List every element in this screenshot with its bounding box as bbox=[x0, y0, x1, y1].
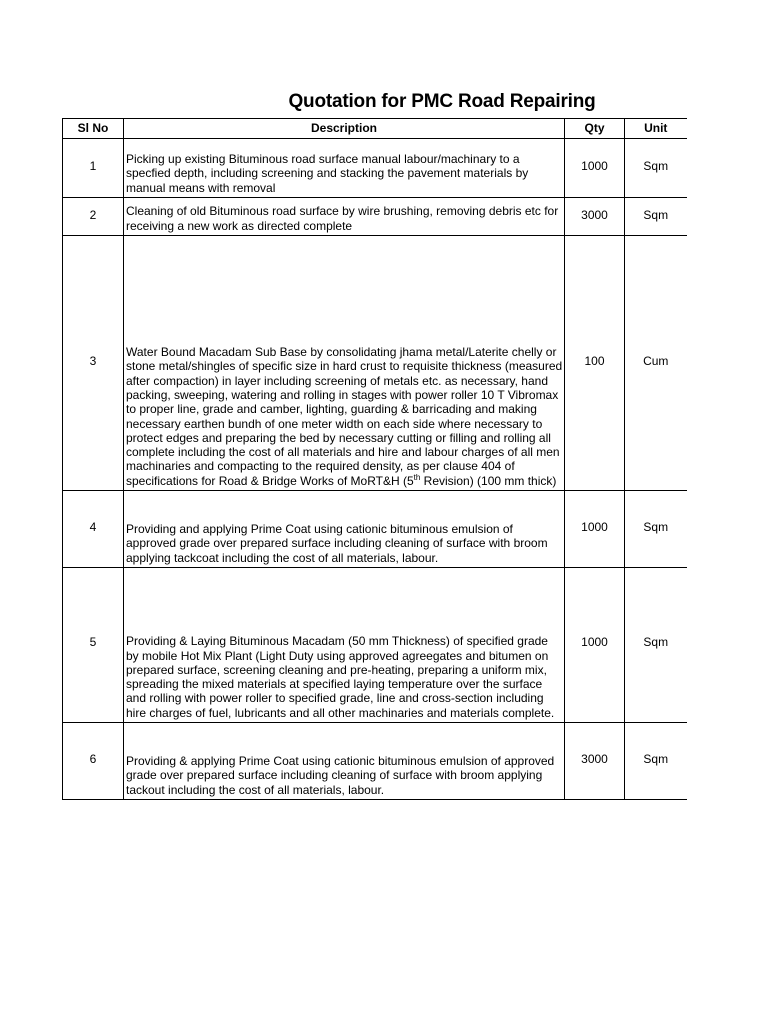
row-sl-no: 6 bbox=[63, 723, 124, 800]
row-qty: 1000 bbox=[565, 491, 625, 568]
row-unit: Sqm bbox=[625, 723, 687, 800]
table-row bbox=[63, 723, 687, 800]
table-row bbox=[63, 198, 687, 236]
row-sl-no: 5 bbox=[63, 568, 124, 723]
table-header-row bbox=[63, 119, 687, 139]
row-description: Providing and applying Prime Coat using cationic bituminous emulsion of approved grade over prepared surface including cleaning of surface with broom applying tackcoat including the cost of all materials, labour. bbox=[124, 491, 565, 568]
row-description: Picking up existing Bituminous road surface manual labour/machinary to a specfied depth, including screening and stacking the pavement materials by manual means with removal bbox=[124, 139, 565, 198]
row-sl-no: 1 bbox=[63, 139, 124, 198]
row-qty: 3000 bbox=[565, 723, 625, 800]
row-qty: 100 bbox=[565, 236, 625, 491]
row-unit: Sqm bbox=[625, 139, 687, 198]
row-sl-no: 4 bbox=[63, 491, 124, 568]
row-description: Providing & Laying Bituminous Macadam (50 mm Thickness) of specified grade by mobile Hot Mix Plant (Light Duty using approved agreegates and bitumen on prepared surface, screening cleaning and pre-heating, preparing a uniform mix, spreading the mixed materials at specified laying temperature over the surface and rolling with power roller to specified grade, line and cross-section including hire charges of fuel, lubricants and all other machinaries and materials complete. bbox=[124, 568, 565, 723]
header-unit: Unit bbox=[625, 119, 687, 139]
page-title: Quotation for PMC Road Repairing bbox=[288, 91, 596, 112]
row-qty: 3000 bbox=[565, 198, 625, 236]
quotation-table bbox=[62, 118, 687, 800]
row-unit: Sqm bbox=[625, 568, 687, 723]
header-description: Description bbox=[124, 119, 565, 139]
row-qty: 1000 bbox=[565, 568, 625, 723]
row-unit: Sqm bbox=[625, 491, 687, 568]
row-qty: 1000 bbox=[565, 139, 625, 198]
row-unit: Cum bbox=[625, 236, 687, 491]
row-description bbox=[124, 236, 565, 491]
header-sl-no: Sl No bbox=[63, 119, 124, 139]
row-description-text-end: Revision) (100 mm thick) bbox=[420, 473, 557, 488]
row-unit: Sqm bbox=[625, 198, 687, 236]
table-row bbox=[63, 139, 687, 198]
superscript-th: th bbox=[413, 472, 421, 482]
table-row bbox=[63, 236, 687, 491]
row-description: Providing & applying Prime Coat using cationic bituminous emulsion of approved grade over prepared surface including cleaning of surface with broom applying tackout including the cost of all materials, labour. bbox=[124, 723, 565, 800]
row-sl-no: 3 bbox=[63, 236, 124, 491]
row-sl-no: 2 bbox=[63, 198, 124, 236]
table-row bbox=[63, 491, 687, 568]
row-description-text: Water Bound Macadam Sub Base by consolidating jhama metal/Laterite chelly or stone metal/shingles of specific size in hard crust to requisite thickness (measured after compaction) in layer including screening of metals etc. as necessary, hand packing, sweeping, watering and rolling in stages with power roller 10 T Vibromax to proper line, grade and camber, lighting, guarding & barricading and making necessary earthen bundh of one meter width on each side where necessary to protect edges and preparing the bed by necessary cutting or filling and rolling all complete including the cost of all materials and hire and labour charges of all men machinaries and compacting to the required density, as per clause 404 of specifications for Road & Bridge Works of MoRT&H (5 bbox=[126, 345, 563, 488]
table-row bbox=[63, 568, 687, 723]
row-description: Cleaning of old Bituminous road surface by wire brushing, removing debris etc for receiving a new work as directed complete bbox=[124, 198, 565, 236]
header-qty: Qty bbox=[565, 119, 625, 139]
